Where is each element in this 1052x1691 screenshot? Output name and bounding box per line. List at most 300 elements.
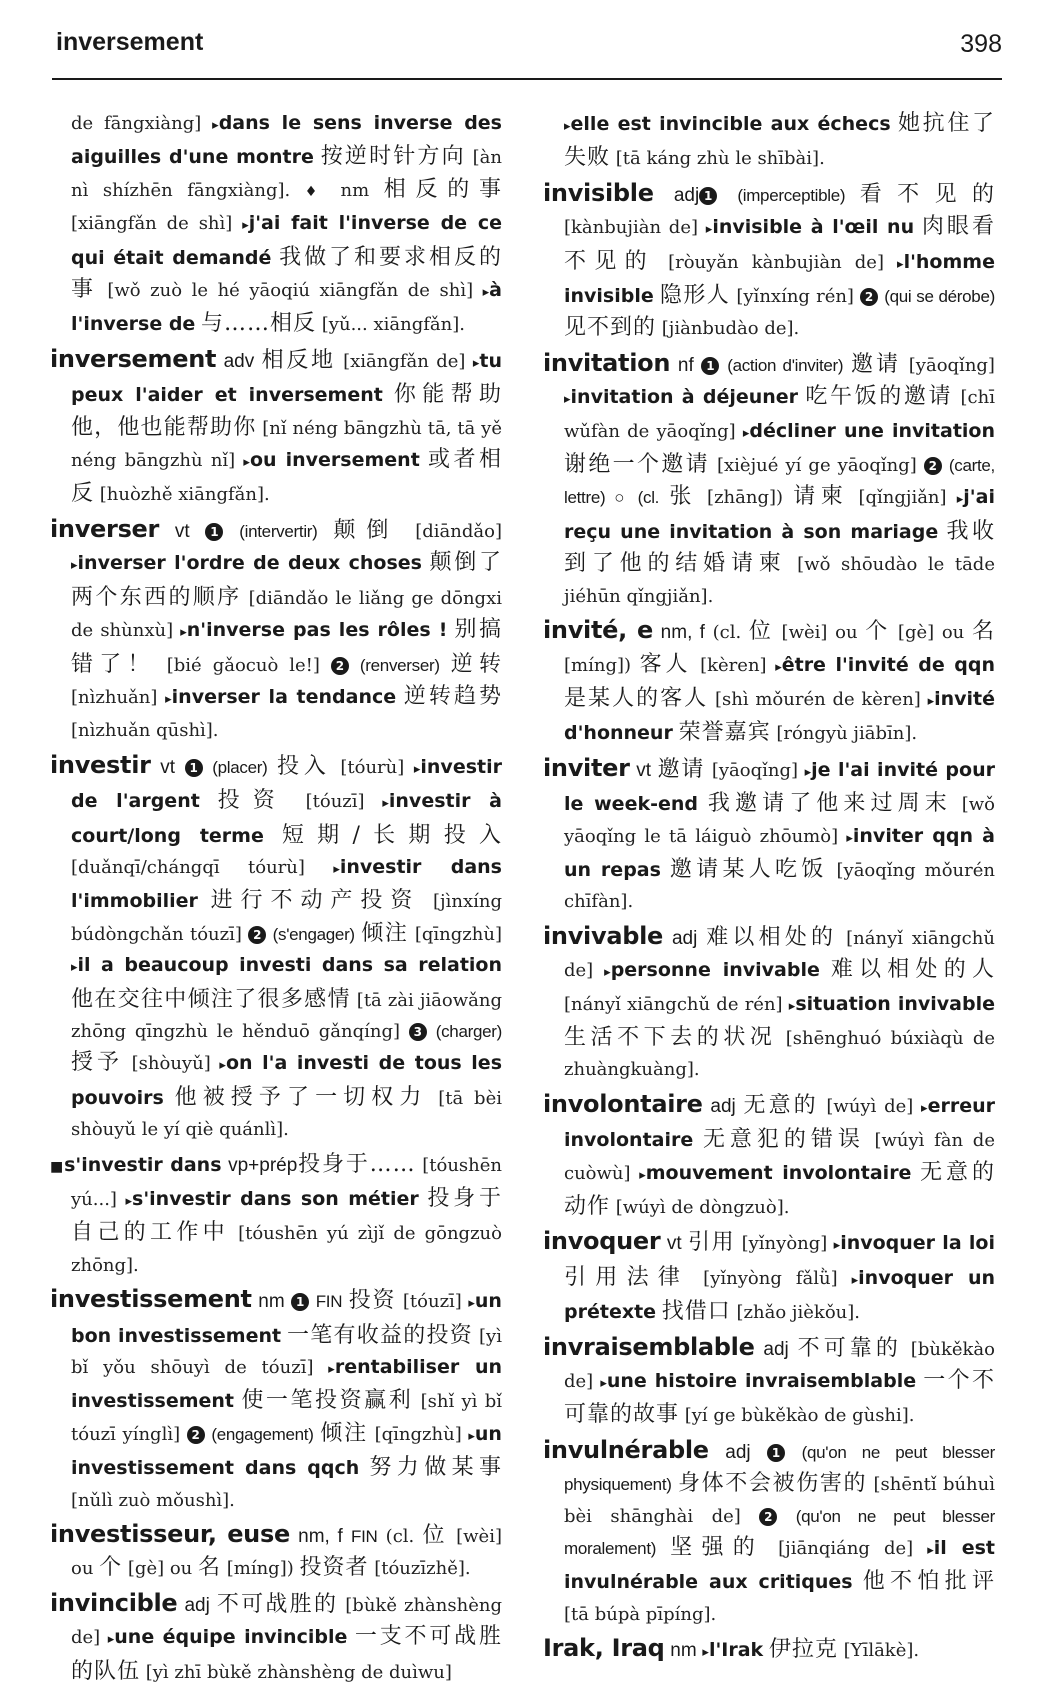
pinyin-text <box>736 1096 744 1117</box>
pinyin-text: [qīngzhù] <box>368 1423 469 1445</box>
example-phrase: j'ai reçu une invitation à son mariage <box>564 486 995 543</box>
pinyin-text <box>210 1595 217 1616</box>
part-of-speech: adj <box>763 1338 789 1360</box>
pinyin-text: [duǎnqī/chángqī tóurù] <box>71 856 334 878</box>
chinese-translation: 难以相处的 <box>706 924 838 950</box>
entry-headword: invoquer <box>543 1227 661 1256</box>
chinese-translation: 我收到了他的结婚请柬 <box>564 518 995 577</box>
pinyin-text: [tā bèi shòuyǔ le yí qiè quánlì]. <box>71 1087 502 1141</box>
example-phrase: invoquer la loi <box>840 1232 995 1255</box>
part-of-speech: vt <box>160 756 176 778</box>
pinyin-text <box>670 355 678 376</box>
left-column <box>50 108 502 1691</box>
pinyin-text: [diāndǎo le liǎng ge dōngxi de shùnxù] <box>71 587 502 642</box>
pinyin-text <box>843 355 851 376</box>
pinyin-text: [yǔ... xiāngfǎn]. <box>316 314 465 336</box>
chinese-translation: 一笔有收益的投资 <box>287 1322 474 1348</box>
running-head-word: inversement <box>56 28 204 56</box>
pinyin-text <box>777 1506 795 1527</box>
example-arrow-icon: ▸ <box>468 1296 475 1312</box>
chinese-translation: 倾注 <box>320 1420 369 1446</box>
pinyin-text: [míng]) <box>221 1558 300 1580</box>
example-arrow-icon: ▸ <box>600 1376 607 1392</box>
example-arrow-icon: ▸ <box>71 558 78 574</box>
example-arrow-icon: ▸ <box>219 1058 226 1074</box>
sense-gloss: (s'engager) <box>272 924 355 944</box>
chinese-translation: 他被授予了一切权力 <box>174 1084 428 1110</box>
chinese-translation: 引用法律 <box>564 1264 690 1290</box>
pinyin-text <box>175 757 185 778</box>
chinese-translation: 请柬 <box>793 484 849 510</box>
pinyin-text <box>427 1021 436 1042</box>
example-arrow-icon: ▸ <box>564 392 571 408</box>
part-of-speech: vt <box>636 759 652 781</box>
example-phrase: une histoire invraisemblable <box>606 1370 917 1393</box>
example-phrase: inviter qqn à un repas <box>564 824 995 881</box>
pinyin-text: [yǐnyòng fǎlǜ] <box>689 1267 852 1289</box>
chinese-translation: 别搞错了！ <box>71 617 502 677</box>
part-of-speech: nm <box>670 1640 697 1662</box>
chinese-translation: 倾注 <box>361 920 409 946</box>
pinyin-text: [tóushēn yú...] <box>71 1154 502 1210</box>
pinyin-text: [shǐ yì bǐ tóuzī yínglì] <box>71 1391 502 1445</box>
chinese-translation: 看不见的 <box>845 181 995 207</box>
pinyin-text: [diāndǎo] <box>399 520 502 542</box>
example-phrase: investir de l'argent <box>71 755 502 813</box>
pinyin-text: [tā káng zhù le shībài]. <box>610 148 825 170</box>
dictionary-entry <box>50 344 502 511</box>
pinyin-text: [nǐ néng bāngzhù tā, tā yě néng bāngzhù nǐ] <box>71 417 502 472</box>
example-arrow-icon: ▸ <box>775 659 782 675</box>
running-head <box>52 24 1002 64</box>
chinese-translation: 你能帮助他，他也能帮助你 <box>71 382 502 440</box>
entry-headword: Irak, Iraq <box>543 1634 665 1663</box>
pinyin-text: [yǐnxíng rén] <box>730 286 861 308</box>
pinyin-text <box>911 1163 920 1184</box>
chinese-translation: 相反地 <box>261 347 336 373</box>
pinyin-text <box>663 928 672 949</box>
pinyin-text: [xiāngfǎn de shì] <box>71 213 243 235</box>
chinese-translation: 找借口 <box>661 1299 731 1325</box>
pinyin-text <box>271 248 279 269</box>
pinyin-text <box>216 351 223 372</box>
sense-gloss: FIN <box>351 1527 378 1547</box>
chinese-translation: 身体不会被伤害的 <box>677 1471 868 1497</box>
pinyin-text <box>164 1088 175 1109</box>
example-arrow-icon: ▸ <box>851 1272 859 1288</box>
pinyin-text: [nányǐ xiāngchǔ de] <box>564 927 995 982</box>
example-arrow-icon: ▸ <box>742 425 750 441</box>
pinyin-text <box>717 185 737 206</box>
dictionary-entry <box>50 514 502 747</box>
pinyin-text <box>661 860 670 881</box>
pinyin-text: [chī wǔfàn de yāoqǐng] <box>564 387 995 442</box>
pinyin-text: [tóushēn yú zìjǐ de gōngzuò zhōng]. <box>71 1223 502 1276</box>
entry-headword: inverser <box>50 514 160 543</box>
pinyin-text: [wúyì de] <box>818 1095 922 1117</box>
pinyin-text: [gè] ou <box>890 622 972 644</box>
pinyin-text: [yí ge bùkěkào de gùshi]. <box>679 1405 915 1427</box>
example-arrow-icon: ▸ <box>243 455 250 471</box>
example-phrase: rentabiliser un investissement <box>71 1356 502 1413</box>
entry-continuation <box>50 108 502 341</box>
sense-number-badge: 1 <box>701 357 719 375</box>
example-arrow-icon: ▸ <box>328 1362 335 1378</box>
dictionary-entry <box>543 1226 995 1328</box>
pinyin-text <box>656 1538 670 1559</box>
chinese-translation: 谢绝一个邀请 <box>564 452 710 478</box>
example-phrase: je l'ai invité pour le week-end <box>564 758 995 816</box>
chinese-translation: 引用 <box>687 1230 736 1256</box>
part-of-speech: nm, f <box>660 622 705 644</box>
pinyin-text: [yì zhī bùkě zhànshèng de duìwu] <box>140 1661 452 1683</box>
example-arrow-icon: ▸ <box>604 965 611 981</box>
example-arrow-icon: ▸ <box>382 796 389 812</box>
chinese-translation: 个 <box>865 619 891 645</box>
entry-headword: invisible <box>543 178 654 207</box>
chinese-translation: 名 <box>971 619 995 645</box>
example-arrow-icon: ▸ <box>846 830 853 846</box>
example-phrase: un investissement dans qqch <box>71 1422 502 1480</box>
pronominal-square-icon: ■ <box>50 1158 65 1175</box>
chinese-translation: 邀请 <box>851 351 902 377</box>
example-arrow-icon: ▸ <box>705 222 713 238</box>
entry-headword: inviter <box>543 753 630 782</box>
chinese-translation: 个 <box>99 1555 123 1581</box>
example-phrase: s'investir dans <box>64 1153 222 1176</box>
example-arrow-icon: ▸ <box>472 355 480 371</box>
chinese-translation: 逆转 <box>450 651 502 677</box>
dictionary-entry <box>50 750 502 1146</box>
pinyin-text <box>709 1442 726 1463</box>
pinyin-text <box>159 521 175 542</box>
chinese-translation: 客人 <box>639 651 692 677</box>
pinyin-text <box>198 891 211 912</box>
sense-number-badge: 1 <box>205 523 223 541</box>
pinyin-text <box>853 1572 863 1593</box>
dictionary-entry <box>543 921 995 1086</box>
pinyin-text <box>267 757 277 778</box>
example-phrase: s'investir dans son métier <box>132 1188 419 1210</box>
example-arrow-icon: ▸ <box>927 1543 934 1559</box>
dictionary-entry <box>543 178 995 345</box>
sense-gloss: (engagement) <box>211 1424 314 1444</box>
part-of-speech: nf <box>677 354 694 376</box>
pinyin-text <box>314 147 321 168</box>
example-arrow-icon: ▸ <box>71 960 78 976</box>
example-arrow-icon: ▸ <box>927 693 935 709</box>
example-arrow-icon: ▸ <box>788 998 796 1014</box>
sense-number-badge: 2 <box>187 1426 205 1444</box>
example-phrase: à l'inverse de <box>71 279 502 336</box>
example-arrow-icon: ▸ <box>833 1238 841 1254</box>
dictionary-entry <box>543 615 995 750</box>
chinese-translation: 无意的 <box>743 1092 819 1118</box>
pinyin-text: [qǐngjiǎn] <box>848 487 957 509</box>
sense-gloss: (qui se dérobe) <box>884 287 995 307</box>
chinese-translation: 逆转趋势 <box>403 683 502 709</box>
pinyin-text: [nìzhuǎn qūshì]. <box>71 720 219 742</box>
chinese-translation: 颠倒了两个东西的顺序 <box>71 550 502 610</box>
entry-headword: inversement <box>50 344 217 373</box>
part-of-speech: nm <box>258 1291 285 1313</box>
sense-number-badge: 1 <box>767 1444 785 1462</box>
pinyin-text <box>751 1442 768 1463</box>
pinyin-text: [shòuyǔ] <box>122 1053 220 1075</box>
pinyin-text: [xiāngfǎn de] <box>335 350 473 372</box>
example-phrase: il a beaucoup investi dans sa relation <box>77 954 502 977</box>
pinyin-text: [wúyì de dòngzuò]. <box>610 1197 790 1218</box>
dictionary-entry <box>50 1588 502 1688</box>
dictionary-entry <box>543 1332 995 1432</box>
example-phrase: être l'invité de qqn <box>781 653 995 676</box>
chinese-translation: 坚强的 <box>670 1535 765 1561</box>
chinese-translation: 隐形人 <box>659 283 731 309</box>
chinese-translation: 难以相处的人 <box>830 957 995 983</box>
sense-gloss: (qu'on ne peut blesser physiquement) <box>564 1442 995 1495</box>
pinyin-text <box>654 185 674 206</box>
chinese-translation: 一个不可靠的故事 <box>564 1368 995 1428</box>
pinyin-text: [bùkě zhànshèng de] <box>71 1594 502 1649</box>
pinyin-text: [zhǎo jièkǒu]. <box>730 1302 860 1324</box>
example-arrow-icon: ▸ <box>125 1194 133 1209</box>
pinyin-text: [nányǐ xiāngchǔ de rén] <box>564 993 789 1015</box>
dictionary-entry <box>543 1089 995 1224</box>
example-phrase: on l'a investi de tous les pouvoirs <box>71 1052 502 1109</box>
sense-gloss: (renverser) <box>359 655 440 675</box>
pinyin-text: [nìzhuǎn] <box>71 686 166 708</box>
pinyin-text <box>697 928 706 949</box>
pinyin-text: (cl. <box>704 622 749 644</box>
pinyin-text: nm <box>326 179 384 201</box>
entry-headword: investir <box>50 750 151 779</box>
pinyin-text: [wèi] ou <box>773 622 866 644</box>
pinyin-text <box>891 114 898 135</box>
pinyin-text: [kèren] <box>691 654 776 676</box>
chinese-translation: 伊拉克 <box>768 1637 838 1663</box>
pinyin-text: [tóurù] <box>330 756 414 778</box>
entry-headword: invraisemblable <box>543 1332 755 1361</box>
pinyin-text: [yì bǐ yǒu shōuyì de tóuzī] <box>71 1325 502 1379</box>
pinyin-text: [nǔlì zuò mǒushì]. <box>71 1489 235 1511</box>
sense-number-badge: 2 <box>860 288 878 306</box>
chinese-translation: 位 <box>422 1523 448 1549</box>
pinyin-text: [zhāng]) <box>696 487 794 509</box>
pinyin-text: [wǒ zuò le hé yāoqiú xiāngfǎn de shì] <box>97 280 483 302</box>
example-arrow-icon: ▸ <box>107 1632 115 1648</box>
chinese-translation: 投资者 <box>299 1555 369 1581</box>
pinyin-text <box>383 385 394 406</box>
example-arrow-icon: ▸ <box>212 118 219 133</box>
chinese-translation: 他不怕批评 <box>862 1569 995 1595</box>
chinese-translation: 投资 <box>348 1288 397 1314</box>
part-of-speech: adj <box>725 1441 751 1463</box>
pinyin-text: [bùkěkào de] <box>564 1338 995 1393</box>
pinyin-text <box>785 1442 802 1463</box>
pinyin-text: [tā zài jiāowǎng zhōng qīngzhù le hěnduō gǎnqíng] <box>71 989 502 1042</box>
pinyin-text: [yāoqǐng] <box>901 354 995 376</box>
pinyin-text <box>318 521 334 542</box>
pinyin-text: [wǒ yāoqǐng le tā láiguò zhōumò] <box>564 794 995 847</box>
sense-number-badge: 1 <box>291 1293 309 1311</box>
pinyin-text: [jiānqiáng de] <box>764 1538 928 1560</box>
chinese-translation: 一支不可战胜的队伍 <box>71 1624 502 1684</box>
chinese-translation: 按逆时针方向 <box>320 144 466 170</box>
pinyin-text: de fāngxiàng] <box>71 113 213 134</box>
pinyin-text: [yǐnyòng] <box>735 1233 834 1255</box>
sense-number-badge: 2 <box>248 926 266 944</box>
example-phrase: personne invivable <box>610 959 820 982</box>
pinyin-text <box>223 521 239 542</box>
sense-number-badge: 3 <box>409 1023 427 1041</box>
chinese-translation: 无意的动作 <box>564 1159 995 1219</box>
pinyin-text <box>942 455 949 476</box>
example-phrase: inverser la tendance <box>171 685 397 708</box>
sense-gloss: (carte, lettre) ○ (cl. <box>564 456 995 508</box>
example-phrase: invité d'honneur <box>564 687 995 745</box>
example-phrase: l'Irak <box>708 1639 764 1662</box>
pinyin-text: [xièjué yí ge yāoqǐng] <box>709 455 924 477</box>
part-of-speech: adj <box>671 927 698 949</box>
chinese-translation: 不可靠的 <box>797 1335 902 1361</box>
sense-gloss: (charger) <box>435 1021 502 1041</box>
entry-headword: invité, e <box>543 616 653 645</box>
pinyin-text <box>693 1130 703 1151</box>
entry-headword: invulnérable <box>543 1435 709 1464</box>
dictionary-entry <box>50 1284 502 1516</box>
chinese-translation: 进行不动产投资 <box>210 888 421 914</box>
example-phrase: invoquer un prétexte <box>564 1266 995 1324</box>
chinese-translation: 肉眼看不见的 <box>564 214 995 274</box>
chinese-translation: 或者相反 <box>71 447 502 507</box>
pinyin-text: [qīngzhù] <box>408 923 502 945</box>
sense-gloss: (intervertir) <box>239 521 318 541</box>
pinyin-text: [Yīlākè]. <box>837 1640 920 1662</box>
pinyin-text: [tā búpà pīpíng]. <box>564 1603 717 1625</box>
example-phrase: l'homme invisible <box>564 250 995 308</box>
pinyin-text: [tóuzī] <box>396 1291 469 1313</box>
part-of-speech: adj <box>710 1095 736 1117</box>
pinyin-text <box>290 1526 298 1547</box>
chinese-translation: 颠倒 <box>333 517 400 543</box>
example-phrase: j'ai fait l'inverse de ce qui était demandé <box>71 212 502 269</box>
header-rule <box>52 78 1002 80</box>
chinese-translation: 相反的事 <box>383 176 502 202</box>
entry-headword: invivable <box>543 921 664 950</box>
example-arrow-icon: ▸ <box>242 218 249 234</box>
pinyin-text: [gè] ou <box>122 1558 198 1580</box>
example-arrow-icon: ▸ <box>468 1428 475 1444</box>
chinese-translation: 投入 <box>277 753 331 779</box>
chinese-translation: 生活不下去的状况 <box>564 1024 777 1050</box>
pinyin-text <box>264 826 282 847</box>
example-phrase: elle est invincible aux échecs <box>570 113 891 135</box>
pinyin-text <box>349 655 360 676</box>
pinyin-text <box>420 450 428 471</box>
pinyin-text <box>396 687 404 708</box>
pinyin-text: [jiànbudào de]. <box>656 318 800 340</box>
right-column <box>543 108 995 1672</box>
sense-number-badge: 2 <box>331 657 349 675</box>
pinyin-text: [àn nì shízhēn fāngxiàng]. <box>71 147 502 201</box>
example-arrow-icon: ▸ <box>921 1100 928 1116</box>
pinyin-text <box>698 794 708 815</box>
chinese-translation: 吃午饭的邀请 <box>805 384 954 410</box>
part-of-speech: adv <box>223 350 255 372</box>
pinyin-text <box>254 351 261 372</box>
dictionary-entry <box>543 1435 995 1630</box>
example-arrow-icon: ▸ <box>702 1645 709 1661</box>
example-phrase: investir à court/long terme <box>71 790 502 847</box>
chinese-translation: 名 <box>198 1555 222 1581</box>
chinese-translation: 短期/长期投入 <box>281 822 502 848</box>
pinyin-text: [shēnghuó búxiàqù de zhuàngkuàng]. <box>564 1027 995 1081</box>
example-phrase: investir dans l'immobilier <box>71 855 502 913</box>
entry-headword: invincible <box>50 1588 178 1617</box>
example-phrase: invitation à déjeuner <box>570 386 799 409</box>
entry-headword: involontaire <box>543 1089 703 1118</box>
sense-gloss: FIN <box>315 1292 343 1312</box>
pinyin-text <box>653 622 661 643</box>
chinese-translation: 我邀请了他来过周末 <box>707 791 952 817</box>
example-phrase: un bon investissement <box>71 1290 502 1347</box>
sense-number-badge: 1 <box>699 187 717 205</box>
dictionary-entry <box>543 753 995 918</box>
chinese-translation: 是某人的客人 <box>564 685 709 711</box>
example-arrow-icon: ▸ <box>482 285 490 301</box>
pinyin-text <box>347 1627 355 1648</box>
chinese-translation: 投身于…… <box>297 1151 416 1177</box>
example-phrase: dans le sens inverse des aiguilles d'une montre <box>71 112 502 169</box>
sense-gloss: (imperceptible) <box>737 185 846 205</box>
pinyin-text: [wèi] ou <box>71 1526 502 1580</box>
pinyin-text: [jìnxíng búdòngchǎn tóuzī] <box>71 891 502 945</box>
pinyin-text <box>914 217 922 238</box>
example-phrase: ou inversement <box>249 449 420 472</box>
pinyin-text <box>789 1339 798 1360</box>
example-arrow-icon: ▸ <box>165 691 172 707</box>
pinyin-text: [tóuzīzhě]. <box>368 1558 471 1580</box>
part-of-speech: nm, f <box>298 1526 343 1548</box>
chinese-translation: 见不到的 <box>564 315 657 341</box>
pinyin-text <box>200 791 218 812</box>
dictionary-entry <box>543 348 995 612</box>
example-phrase: il est invulnérable aux critiques <box>564 1537 995 1594</box>
example-phrase: situation invivable <box>795 992 996 1015</box>
category-lozenge-icon: ♦ <box>304 183 327 200</box>
chinese-translation: 使一笔投资赢利 <box>241 1388 414 1414</box>
pinyin-text: [shì mǒurén de kèren] <box>708 688 928 710</box>
example-arrow-icon: ▸ <box>956 492 964 508</box>
example-phrase: mouvement involontaire <box>645 1161 912 1184</box>
example-arrow-icon: ▸ <box>333 861 340 877</box>
pinyin-text <box>190 521 206 542</box>
chinese-translation: 投资 <box>217 788 288 814</box>
pinyin-text <box>343 1526 351 1547</box>
pinyin-text: [míng]) <box>564 654 640 676</box>
sense-number-badge: 2 <box>924 457 942 475</box>
pinyin-text <box>440 655 451 676</box>
pinyin-text: (cl. <box>377 1526 423 1548</box>
pinyin-text <box>151 757 161 778</box>
chinese-translation: 无意犯的错误 <box>702 1127 865 1153</box>
dictionary-entry <box>50 1519 502 1585</box>
pinyin-text: [huòzhě xiāngfǎn]. <box>94 484 270 506</box>
example-arrow-icon: ▸ <box>180 625 187 641</box>
sense-gloss: (placer) <box>212 757 268 777</box>
entry-headword: investissement <box>50 1285 252 1314</box>
part-of-speech: vt <box>666 1233 682 1255</box>
